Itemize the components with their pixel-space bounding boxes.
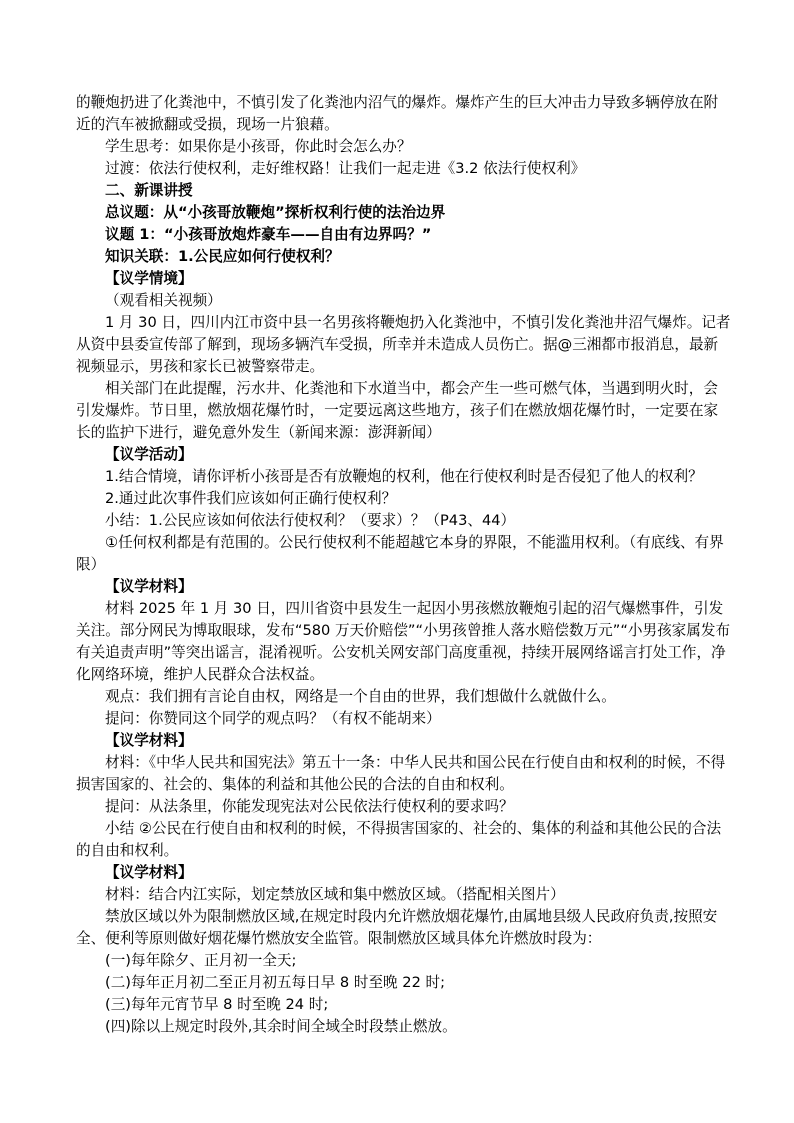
heading-activity: 【议学活动】 <box>105 446 193 463</box>
question-constitution: 提问：从法条里，你能发现宪法对公民依法行使权利的要求吗？ <box>105 798 514 815</box>
knowledge-link: 知识关联：1.公民应如何行使权利？ <box>105 248 340 265</box>
heading-material-2: 【议学材料】 <box>105 732 193 749</box>
material-constitution: 材料：《中华人民共和国宪法》第五十一条：中华人民共和国公民在行使自由和权利的时候，不得损害国家的、社会的、集体的利益和其他公民的合法的自由和权利。 <box>76 754 726 793</box>
material-neijiang: 材料：结合内江实际，划定禁放区域和集中燃放区域。（搭配相关图片） <box>105 886 565 903</box>
news-paragraph: 1 月 30 日，四川内江市资中县一名男孩将鞭炮扔入化粪池中，不慎引发化粪池井沼气爆炸。记者从资中县委宣传部了解到，现场多辆汽车受损，所幸并未造成人员伤亡。据@三湘都市报消息，最新视频显示，男孩和家长已被警察带走。 <box>76 314 731 375</box>
topic-1: 议题 1：“小孩哥放炮炸豪车——自由有边界吗？” <box>105 226 432 243</box>
activity-question-1: 1.结合情境，请你评析小孩哥是否有放鞭炮的权利，他在行使权利时是否侵犯了他人的权利？ <box>105 468 703 485</box>
reminder-paragraph: 相关部门在此提醒，污水井、化粪池和下水道当中，都会产生一些可燃气体，当遇到明火时，会引发爆炸。节日里，燃放烟花爆竹时，一定要远离这些地方，孩子们在燃放烟花爆竹时，一定要在家长的监护下进行，避免意外发生（新闻来源：澎湃新闻） <box>76 380 719 441</box>
summary-1: 小结：1.公民应该如何依法行使权利？（要求）？（P43、44） <box>105 512 516 529</box>
viewpoint: 观点：我们拥有言论自由权，网络是一个自由的世界，我们想做什么就做什么。 <box>105 688 616 705</box>
list-item: (二)每年正月初二至正月初五每日早 8 时至晚 22 时; <box>105 974 445 991</box>
material-rumor: 材料 2025 年 1 月 30 日，四川省资中县发生一起因小男孩燃放鞭炮引起的沼气爆燃事件，引发关注。部分网民为博取眼球，发布“580 万天价赔偿”“小男孩曾推人落水赔偿数万元”“小男孩家属发布有关追责声明”等突出谣言，混淆视听。公安机关网安部门高度重视，持续开展网络谣言打处工作，净化网络环境，维护人民群众合法权益。 <box>76 600 731 683</box>
heading-material-1: 【议学材料】 <box>105 578 193 595</box>
transition: 过渡：依法行使权利，走好维权路！让我们一起走进《3.2 依法行使权利》 <box>105 160 586 177</box>
question-viewpoint: 提问：你赞同这个同学的观点吗？（有权不能胡来） <box>105 710 441 727</box>
summary-point-2: 小结 ②公民在行使自由和权利的时候，不得损害国家的、社会的、集体的利益和其他公民的合法的自由和权利。 <box>76 820 722 859</box>
list-item: (一)每年除夕、正月初一全天; <box>105 952 297 969</box>
section-heading: 二、新课讲授 <box>105 182 193 199</box>
heading-situation: 【议学情境】 <box>105 270 193 287</box>
video-note: （观看相关视频） <box>105 292 222 309</box>
document-page <box>76 92 732 1038</box>
list-item: (三)每年元宵节早 8 时至晚 24 时; <box>105 996 329 1013</box>
activity-question-2: 2.通过此次事件我们应该如何正确行使权利？ <box>105 490 397 507</box>
paragraph-continuation: 的鞭炮扔进了化粪池中，不慎引发了化粪池内沼气的爆炸。爆炸产生的巨大冲击力导致多辆停放在附近的汽车被掀翻或受损，现场一片狼藉。 <box>76 94 719 133</box>
restricted-area-paragraph: 禁放区域以外为限制燃放区域,在规定时段内允许燃放烟花爆竹,由属地县级人民政府负责,按照安全、便利等原则做好烟花爆竹燃放安全监管。限制燃放区域具体允许燃放时段为： <box>76 908 718 947</box>
heading-material-3: 【议学材料】 <box>105 864 193 881</box>
summary-point-1: ①任何权利都是有范围的。公民行使权利不能超越它本身的界限，不能滥用权利。（有底线、有界限） <box>76 534 724 573</box>
list-item: (四)除以上规定时段外,其余时间全域全时段禁止燃放。 <box>105 1018 457 1035</box>
student-thinking: 学生思考：如果你是小孩哥，你此时会怎么办？ <box>105 138 412 155</box>
main-topic: 总议题：从“小孩哥放鞭炮”探析权利行使的法治边界 <box>105 204 446 221</box>
